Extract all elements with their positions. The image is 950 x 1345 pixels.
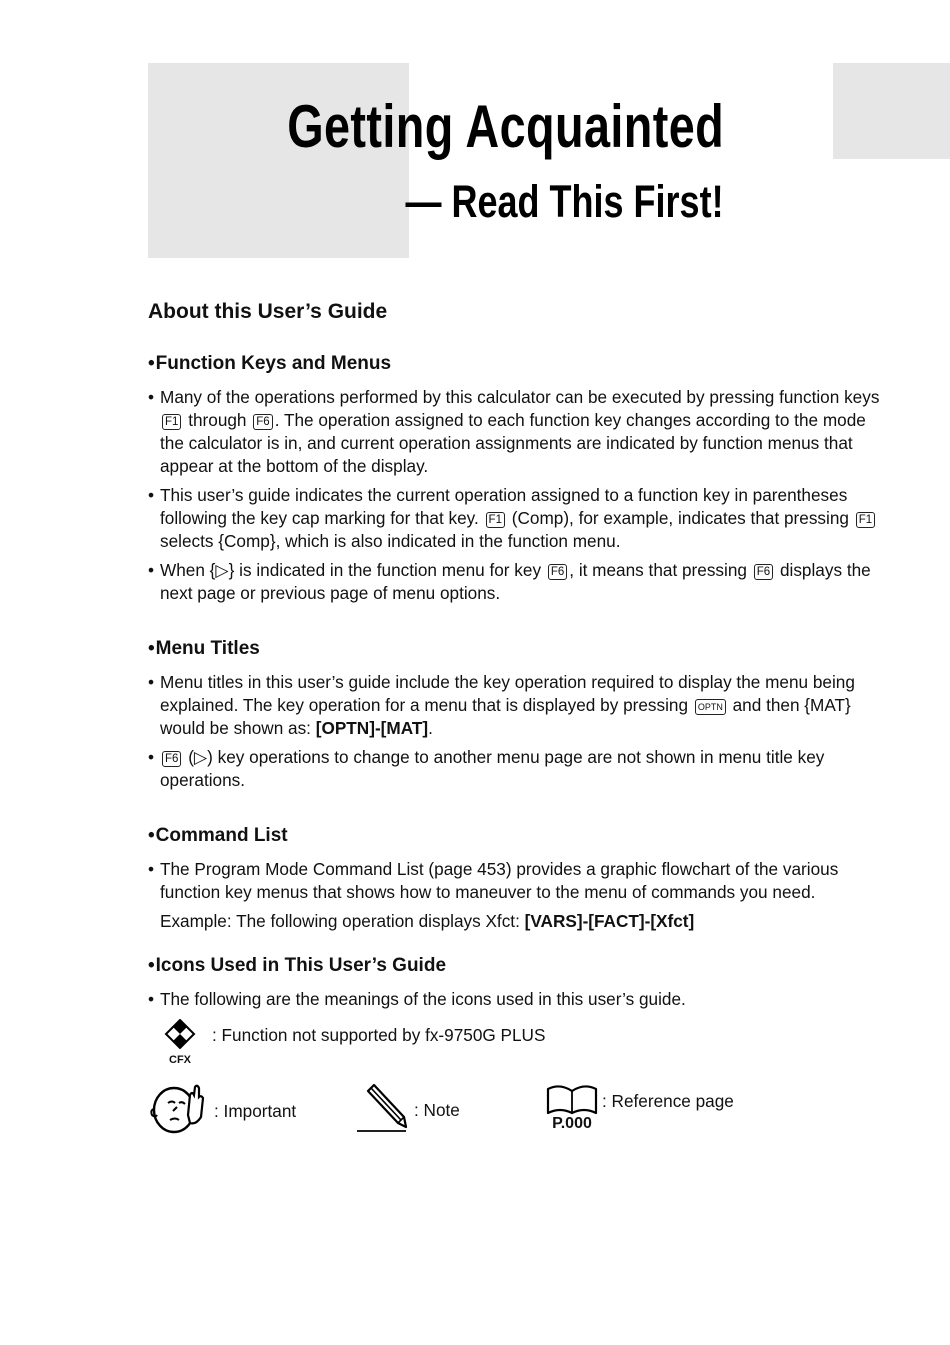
menu-titles-para-2: • F6 (▷) key operations to change to another menu page are not shown in menu title key operations. [148, 747, 825, 790]
command-list-heading: •Command List [148, 825, 288, 846]
cfx-icon-row [148, 1019, 893, 1083]
pencil-note-icon [356, 1083, 410, 1138]
f6-key-icon: F6 [162, 751, 181, 767]
important-text: : Important [214, 1101, 297, 1121]
f6-key-icon: F6 [253, 414, 272, 430]
page-title: Getting Acquainted [287, 93, 724, 160]
icons-para: • The following are the meanings of the icons used in this user’s guide. [148, 989, 686, 1009]
cfx-text: : Function not supported by fx-9750G PLUS [212, 1025, 546, 1045]
command-list-example: Example: The following operation displays Xfct: [VARS]-[FACT]-[Xfct] [160, 911, 695, 931]
title-shade-right [833, 63, 950, 159]
page-subtitle: — Read This First! [405, 176, 724, 227]
reference-text: : Reference page [602, 1091, 734, 1111]
icons-heading: •Icons Used in This User’s Guide [148, 955, 447, 976]
cfx-diamond-icon [160, 1019, 200, 1066]
important-face-icon [148, 1083, 210, 1140]
note-text: : Note [414, 1100, 460, 1120]
guide-content [148, 300, 893, 1143]
command-list-para: • The Program Mode Command List (page 453) provides a graphic flowchart of the various function key menus that shows how to maneuver to the menu of commands you need. [148, 859, 839, 902]
f6-key-icon: F6 [754, 564, 773, 580]
f6-key-icon: F6 [548, 564, 567, 580]
book-reference-icon [546, 1083, 598, 1132]
reference-page-label: P.000 [552, 1115, 592, 1132]
f1-key-icon: F1 [856, 512, 875, 528]
optn-key-icon: OPTN [695, 699, 726, 715]
function-keys-heading: •Function Keys and Menus [148, 353, 392, 374]
cfx-label: CFX [169, 1054, 191, 1066]
icon-legend-row [148, 1083, 893, 1143]
f1-key-icon: F1 [486, 512, 505, 528]
section-heading: About this User’s Guide [148, 300, 388, 323]
f1-key-icon: F1 [162, 414, 181, 430]
function-keys-para-2: • This user’s guide indicates the current operation assigned to a function key in parentheses following the key cap marking for that key. F1 (Comp), for example, indicates that pressing F1 selects {Comp}, which is also indicated in the function menu. [148, 484, 893, 553]
function-keys-para-3: • When {▷} is indicated in the function menu for key F6 , it means that pressing F6 displays the next page or previous page of menu options. [148, 560, 871, 603]
menu-titles-heading: •Menu Titles [148, 638, 260, 659]
function-keys-para-1: • Many of the operations performed by this calculator can be executed by pressing function keys F1 through F6 . The operation assigned to each function key changes according to the mode the calculator is in, and current operation assignments are indicated by function menus that appear at the bottom of the display. [148, 387, 880, 476]
menu-titles-para-1: • Menu titles in this user’s guide include the key operation required to display the menu being explained. The key operation for a menu that is displayed by pressing OPTN and then {MAT} would be shown as: [OPTN]-[MAT]. [148, 672, 855, 738]
